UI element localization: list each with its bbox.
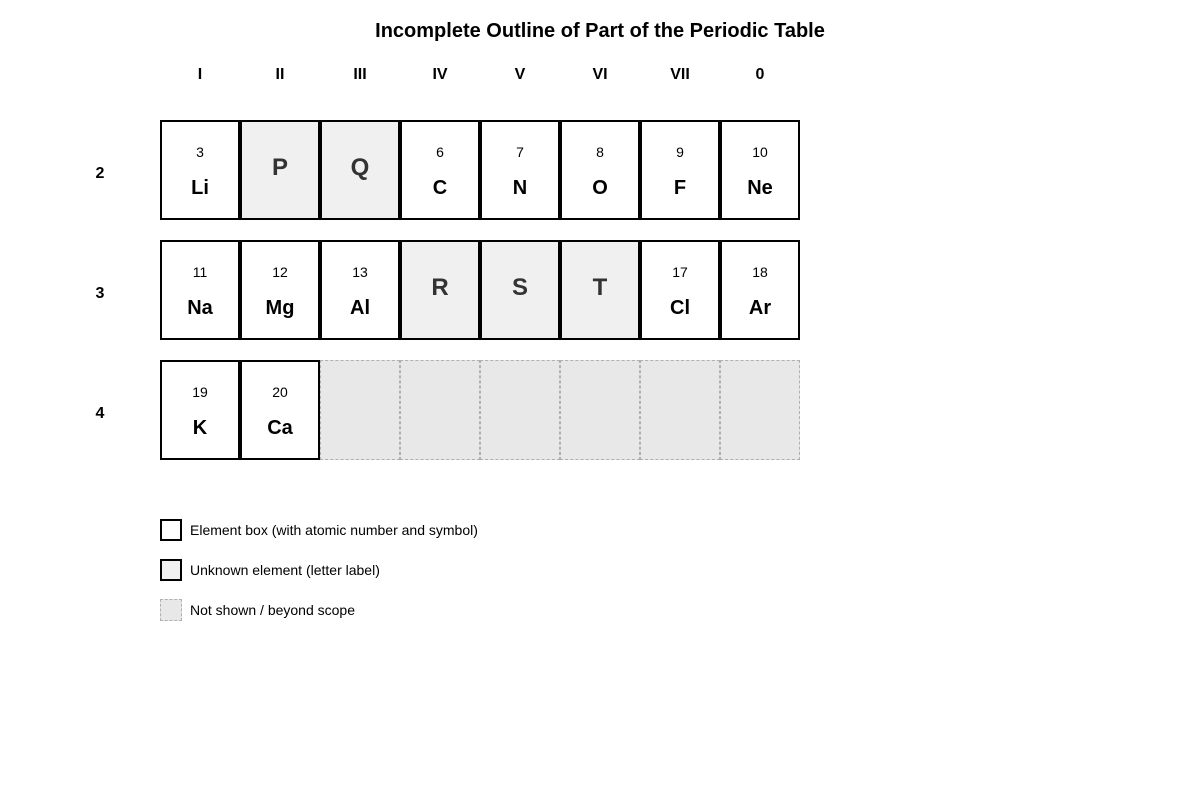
- element-symbol: Ne: [747, 177, 773, 199]
- unknown-element-letter: P: [271, 154, 288, 181]
- element-symbol: Al: [350, 297, 370, 319]
- beyond-scope-box: [640, 360, 720, 460]
- atomic-number: 17: [672, 264, 688, 280]
- element-symbol: Mg: [265, 297, 295, 319]
- period-label: 3: [95, 285, 105, 302]
- group-header: IV: [432, 66, 448, 83]
- element-box: [640, 120, 720, 220]
- unknown-element-letter: R: [431, 274, 449, 301]
- unknown-element-box: [320, 120, 400, 220]
- element-box: [480, 120, 560, 220]
- unknown-element-box: [400, 240, 480, 340]
- element-symbol: C: [432, 177, 448, 199]
- element-box: [720, 240, 800, 340]
- atomic-number: 18: [752, 264, 768, 280]
- group-header: 0: [755, 66, 765, 83]
- beyond-scope-box: [320, 360, 400, 460]
- unknown-element-letter: Q: [350, 154, 370, 181]
- legend-text: Not shown / beyond scope: [190, 602, 355, 618]
- group-header: V: [514, 66, 526, 83]
- element-box: [240, 240, 320, 340]
- atomic-number: 12: [272, 264, 288, 280]
- beyond-scope-box: [480, 360, 560, 460]
- group-header: I: [197, 66, 203, 83]
- group-header: VI: [592, 66, 608, 83]
- atomic-number: 9: [676, 144, 684, 160]
- beyond-scope-box: [720, 360, 800, 460]
- beyond-scope-box: [560, 360, 640, 460]
- atomic-number: 6: [436, 144, 444, 160]
- unknown-element-box: [240, 120, 320, 220]
- group-header: III: [353, 66, 367, 83]
- element-box: [160, 120, 240, 220]
- period-label: 4: [95, 405, 105, 422]
- element-box: [560, 120, 640, 220]
- atomic-number: 10: [752, 144, 768, 160]
- atomic-number: 13: [352, 264, 368, 280]
- element-box: [640, 240, 720, 340]
- legend-swatch: [160, 559, 182, 581]
- period-label: 2: [95, 165, 105, 182]
- element-box: [320, 240, 400, 340]
- unknown-element-letter: T: [592, 274, 608, 301]
- element-symbol: K: [192, 417, 208, 439]
- unknown-element-box: [480, 240, 560, 340]
- element-symbol: Na: [187, 297, 213, 319]
- unknown-element-box: [560, 240, 640, 340]
- element-symbol: Li: [191, 177, 209, 199]
- group-header: II: [275, 66, 285, 83]
- group-header: VII: [670, 66, 690, 83]
- diagram-title: Incomplete Outline of Part of the Periodic Table: [375, 20, 825, 42]
- beyond-scope-box: [400, 360, 480, 460]
- element-box: [240, 360, 320, 460]
- element-box: [720, 120, 800, 220]
- legend-swatch: [160, 519, 182, 541]
- element-symbol: F: [673, 177, 687, 199]
- legend-text: Unknown element (letter label): [190, 562, 380, 578]
- element-symbol: Ca: [267, 417, 293, 439]
- atomic-number: 11: [192, 264, 208, 280]
- element-box: [400, 120, 480, 220]
- atomic-number: 19: [192, 384, 208, 400]
- element-symbol: O: [592, 177, 608, 199]
- element-symbol: Cl: [670, 297, 690, 319]
- legend-swatch: [160, 599, 182, 621]
- atomic-number: 7: [516, 144, 524, 160]
- element-symbol: N: [512, 177, 528, 199]
- element-symbol: Ar: [748, 297, 772, 319]
- atomic-number: 8: [596, 144, 604, 160]
- element-box: [160, 360, 240, 460]
- atomic-number: 20: [272, 384, 288, 400]
- legend-text: Element box (with atomic number and symbol): [190, 522, 478, 538]
- atomic-number: 3: [196, 144, 204, 160]
- unknown-element-letter: S: [511, 274, 528, 301]
- element-box: [160, 240, 240, 340]
